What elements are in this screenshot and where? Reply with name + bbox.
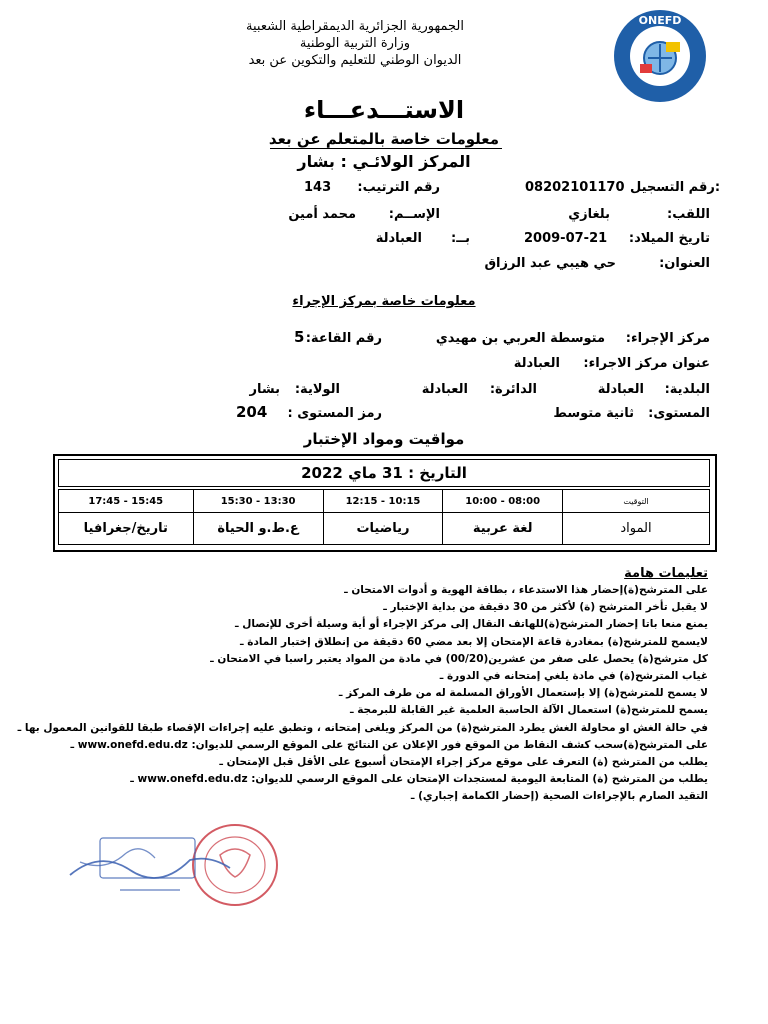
firstname-label: الإســم: bbox=[388, 207, 440, 222]
birth-value: 2009-07-21 bbox=[524, 231, 608, 246]
instruction-item: يمنع منعا باتا إحضار المترشح(ة)للهاتف النقال إلى مركز الإجراء أو أية وسيلة أخرى للإتصال ـ bbox=[235, 618, 708, 631]
subjects-row bbox=[59, 513, 710, 545]
rank-label: رقم الترتيب: bbox=[357, 180, 440, 195]
subject-cell: ع.ط.و الحياة bbox=[193, 513, 323, 545]
instruction-item: على المترشح(ة)إحضار هذا الاستدعاء ، بطاقة الهوية و أدوات الامتحان ـ bbox=[344, 584, 708, 596]
lastname-label: اللقب: bbox=[667, 207, 710, 222]
address-value: حي هيبي عبد الرزاق bbox=[484, 256, 616, 271]
district-value: العبادلة bbox=[421, 382, 468, 397]
province-label: الولاية: bbox=[294, 382, 340, 397]
level-value: ثانية متوسط bbox=[553, 406, 634, 421]
instruction-item: يطلب من المترشح (ة) التعرف على موقع مركز إجراء الإمتحان أسبوع على الأقل قبل الإمتحان ـ bbox=[219, 756, 708, 769]
schedule-table bbox=[53, 454, 717, 552]
level-code-label: رمز المستوى : bbox=[287, 406, 382, 421]
page-subtitle: معلومات خاصة بالمتعلم عن بعد bbox=[268, 130, 500, 148]
level-label: المستوى: bbox=[648, 406, 710, 421]
page-title: الاستـــدعـــاء bbox=[303, 96, 465, 124]
level-code-value: 204 bbox=[236, 403, 268, 421]
time-label-cell: التوقيت bbox=[563, 490, 710, 513]
room-value: 5 bbox=[294, 328, 305, 346]
ministry-line: وزارة التربية الوطنية bbox=[299, 36, 411, 51]
time-cell: 12:15 - 10:15 bbox=[323, 490, 443, 513]
exam-address-value: العبادلة bbox=[513, 356, 560, 371]
schedule-title: مواقيت ومواد الإختبار bbox=[303, 430, 465, 448]
province-value: بشار bbox=[249, 382, 280, 397]
instruction-item: كل مترشح(ة) يحصل على صفر من عشرين(00/20) في مادة من المواد يعتبر راسبا في الامتحان ـ bbox=[210, 652, 708, 665]
birth-label: تاريخ الميلاد: bbox=[628, 231, 710, 246]
instruction-item: لا يقبل تأخر المترشح (ة) لأكثر من 30 دقيقة من بداية الإختبار ـ bbox=[383, 601, 708, 614]
schedule-grid bbox=[58, 489, 710, 545]
instruction-item: يسمح للمترشح(ة) استعمال الآلة الحاسبة العلمية غير القابلة للبرمجة ـ bbox=[349, 704, 708, 717]
exam-address-label: عنوان مركز الاجراء: bbox=[583, 356, 710, 371]
exam-date: التاريخ : 31 ماي 2022 bbox=[58, 459, 710, 487]
instruction-item: لايسمح للمترشح(ة) بمغادرة قاعة الإمتحان إلا بعد مضي 60 دقيقة من إنطلاق إختبار المادة ـ bbox=[240, 635, 708, 648]
office-line: الديوان الوطني للتعليم والتكوين عن بعد bbox=[248, 53, 462, 68]
rank-value: 143 bbox=[304, 180, 332, 195]
times-row bbox=[59, 490, 710, 513]
subject-cell: لغة عربية bbox=[443, 513, 563, 545]
instruction-item: على المترشح(ة)سحب كشف النقاط من الموقع فور الإعلان عن النتائج على الموقع الرسمي للديوان: www.onefd.edu.dz ـ bbox=[70, 738, 708, 751]
municipality-value: العبادلة bbox=[597, 382, 644, 397]
birthplace-label: بــ: bbox=[451, 231, 470, 246]
district-label: الدائرة: bbox=[489, 382, 537, 397]
instruction-item: التقيد الصارم بالإجراءات الصحية (إحضار الكمامة إجباري) ـ bbox=[410, 790, 708, 803]
time-cell: 10:00 - 08:00 bbox=[443, 490, 563, 513]
instruction-item: لا يسمح للمترشح(ة) إلا بإستعمال الأوراق المسلمة له من طرف المركز ـ bbox=[338, 687, 708, 700]
instruction-item: يطلب من المترشح (ة) المتابعة اليومية لمستجدات الإمتحان على الموقع الرسمي للديوان: www.onefd.edu.dz ـ bbox=[130, 773, 708, 786]
room-label: رقم القاعة: bbox=[305, 331, 382, 346]
birthplace-value: العبادلة bbox=[375, 231, 422, 246]
reg-label: رقم التسجيل: bbox=[630, 180, 721, 195]
official-stamp-signature bbox=[60, 820, 280, 910]
subject-cell: رياضيات bbox=[323, 513, 443, 545]
regional-center: المركز الولائـي : بشار bbox=[297, 152, 471, 171]
time-cell: 17:45 - 15:45 bbox=[59, 490, 194, 513]
republic-line: الجمهورية الجزائرية الديمقراطية الشعبية bbox=[246, 19, 464, 34]
logo-text: ONEFD bbox=[638, 14, 682, 27]
exam-center-section-title: معلومات خاصة بمركز الإجراء bbox=[292, 294, 476, 309]
republic-header bbox=[230, 18, 480, 69]
exam-center-value: متوسطة العربي بن مهيدي bbox=[435, 331, 605, 346]
municipality-label: البلدية: bbox=[664, 382, 710, 397]
time-cell: 15:30 - 13:30 bbox=[193, 490, 323, 513]
subject-label-cell: المواد bbox=[563, 513, 710, 545]
reg-value: 08202101170 bbox=[525, 180, 625, 195]
instructions-list bbox=[17, 582, 708, 806]
address-label: العنوان: bbox=[659, 256, 710, 271]
subject-cell: تاريخ/جغرافيا bbox=[59, 513, 194, 545]
firstname-value: محمد أمين bbox=[288, 207, 356, 222]
instruction-item: في حالة الغش او محاولة الغش يطرد المترشح(ة) من المركز ويلغى إمتحانه ، وتطبق عليه إجراءات الإقصاء طبقا للقوانين المعمول بها ـ bbox=[17, 721, 708, 734]
onefd-logo bbox=[612, 8, 708, 104]
lastname-value: بلغازي bbox=[568, 207, 610, 222]
instruction-item: غياب المترشح(ة) في مادة يلغي إمتحانه في الدورة ـ bbox=[439, 670, 708, 683]
exam-center-label: مركز الإجراء: bbox=[625, 331, 710, 346]
instructions-title: تعليمات هامة bbox=[624, 566, 708, 581]
subtitle-underline bbox=[270, 148, 502, 149]
